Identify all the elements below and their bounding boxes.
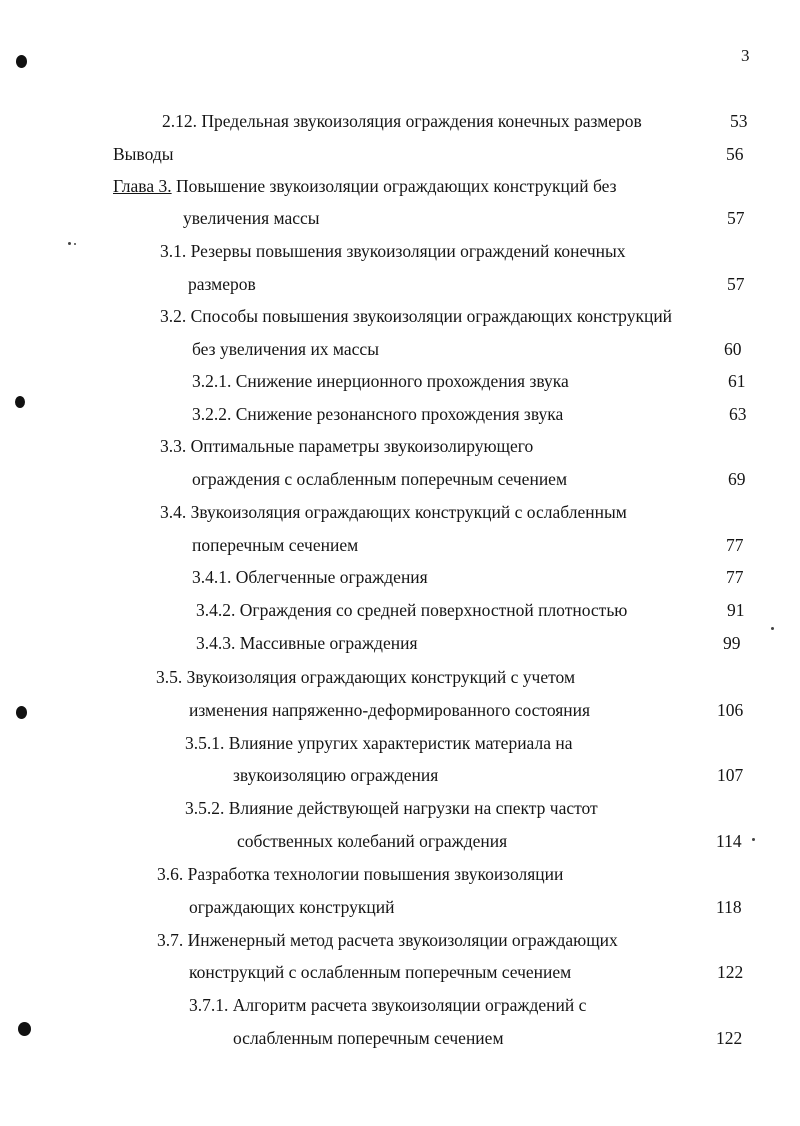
- scan-speck: [68, 242, 71, 245]
- toc-entry-text: 3.4.2. Ограждения со средней поверхностной плотностью: [196, 600, 628, 620]
- toc-entry-page: 53: [730, 111, 748, 131]
- punch-hole: [16, 55, 27, 68]
- punch-hole: [15, 396, 25, 408]
- toc-entry-page: 77: [726, 535, 744, 555]
- toc-entry-page: 57: [727, 274, 745, 294]
- toc-entry-text: 3.5.1. Влияние упругих характеристик материала на: [185, 733, 573, 753]
- toc-entry-text: 3.4.3. Массивные ограждения: [196, 633, 418, 653]
- toc-entry-page: 69: [728, 469, 746, 489]
- toc-entry-page: 77: [726, 567, 744, 587]
- toc-entry-text: 3.4. Звукоизоляция ограждающих конструкций с ослабленным: [160, 502, 627, 522]
- toc-entry-page: 91: [727, 600, 745, 620]
- toc-entry-page: 56: [726, 144, 744, 164]
- toc-entry-page: 122: [716, 1028, 743, 1048]
- toc-entry-text: без увеличения их массы: [192, 339, 379, 359]
- toc-entry-page: 57: [727, 208, 745, 228]
- toc-entry-page: 106: [717, 700, 744, 720]
- chapter-title: Повышение звукоизоляции ограждающих конструкций без: [171, 176, 617, 196]
- toc-entry-text: ограждения с ослабленным поперечным сечением: [192, 469, 568, 489]
- toc-entry-page: 114: [716, 831, 742, 851]
- scan-speck: [771, 627, 774, 630]
- toc-entry-text: Выводы: [113, 144, 174, 164]
- toc-entry-text: 3.1. Резервы повышения звукоизоляции ограждений конечных: [160, 241, 626, 261]
- toc-entry-text: 3.2.2. Снижение резонансного прохождения звука: [192, 404, 564, 424]
- toc-entry-page: 63: [729, 404, 747, 424]
- scan-speck: [74, 243, 76, 245]
- toc-entry-text: 3.6. Разработка технологии повышения звукоизоляции: [157, 864, 564, 884]
- toc-entry-text: 3.3. Оптимальные параметры звукоизолирующего: [160, 436, 534, 456]
- toc-entry-text: 3.2. Способы повышения звукоизоляции ограждающих конструкций: [160, 306, 673, 326]
- scan-speck: [752, 838, 755, 841]
- toc-entry-text: 3.7.1. Алгоритм расчета звукоизоляции ограждений с: [189, 995, 587, 1015]
- toc-entry-page: 122: [717, 962, 744, 982]
- toc-entry-text: 3.4.1. Облегченные ограждения: [192, 567, 428, 587]
- toc-entry-text: ограждающих конструкций: [189, 897, 395, 917]
- toc-entry-text: размеров: [188, 274, 256, 294]
- toc-entry-page: 99: [723, 633, 741, 653]
- toc-entry-text: увеличения массы: [183, 208, 320, 228]
- toc-entry-text: 3.5.2. Влияние действующей нагрузки на спектр частот: [185, 798, 598, 818]
- toc-entry-text: 2.12. Предельная звукоизоляция ограждения конечных размеров: [162, 111, 642, 131]
- toc-chapter-heading: [113, 173, 617, 199]
- toc-entry-page: 118: [716, 897, 742, 917]
- toc-entry-text: звукоизоляцию ограждения: [233, 765, 439, 785]
- toc-entry-text: собственных колебаний ограждения: [237, 831, 508, 851]
- toc-entry-text: 3.2.1. Снижение инерционного прохождения звука: [192, 371, 569, 391]
- toc-entry-page: 61: [728, 371, 746, 391]
- toc-entry-text: конструкций с ослабленным поперечным сечением: [189, 962, 572, 982]
- toc-entry-text: 3.5. Звукоизоляция ограждающих конструкций с учетом: [156, 667, 576, 687]
- chapter-label: Глава 3.: [113, 176, 172, 196]
- toc-entry-text: 3.7. Инженерный метод расчета звукоизоляции ограждающих: [157, 930, 618, 950]
- toc-entry-text: изменения напряженно-деформированного состояния: [189, 700, 591, 720]
- toc-entry-text: поперечным сечением: [192, 535, 359, 555]
- punch-hole: [18, 1022, 31, 1036]
- page-number: 3: [741, 46, 750, 65]
- toc-entry-page: 60: [724, 339, 742, 359]
- punch-hole: [16, 706, 27, 719]
- toc-entry-page: 107: [717, 765, 744, 785]
- toc-entry-text: ослабленным поперечным сечением: [233, 1028, 504, 1048]
